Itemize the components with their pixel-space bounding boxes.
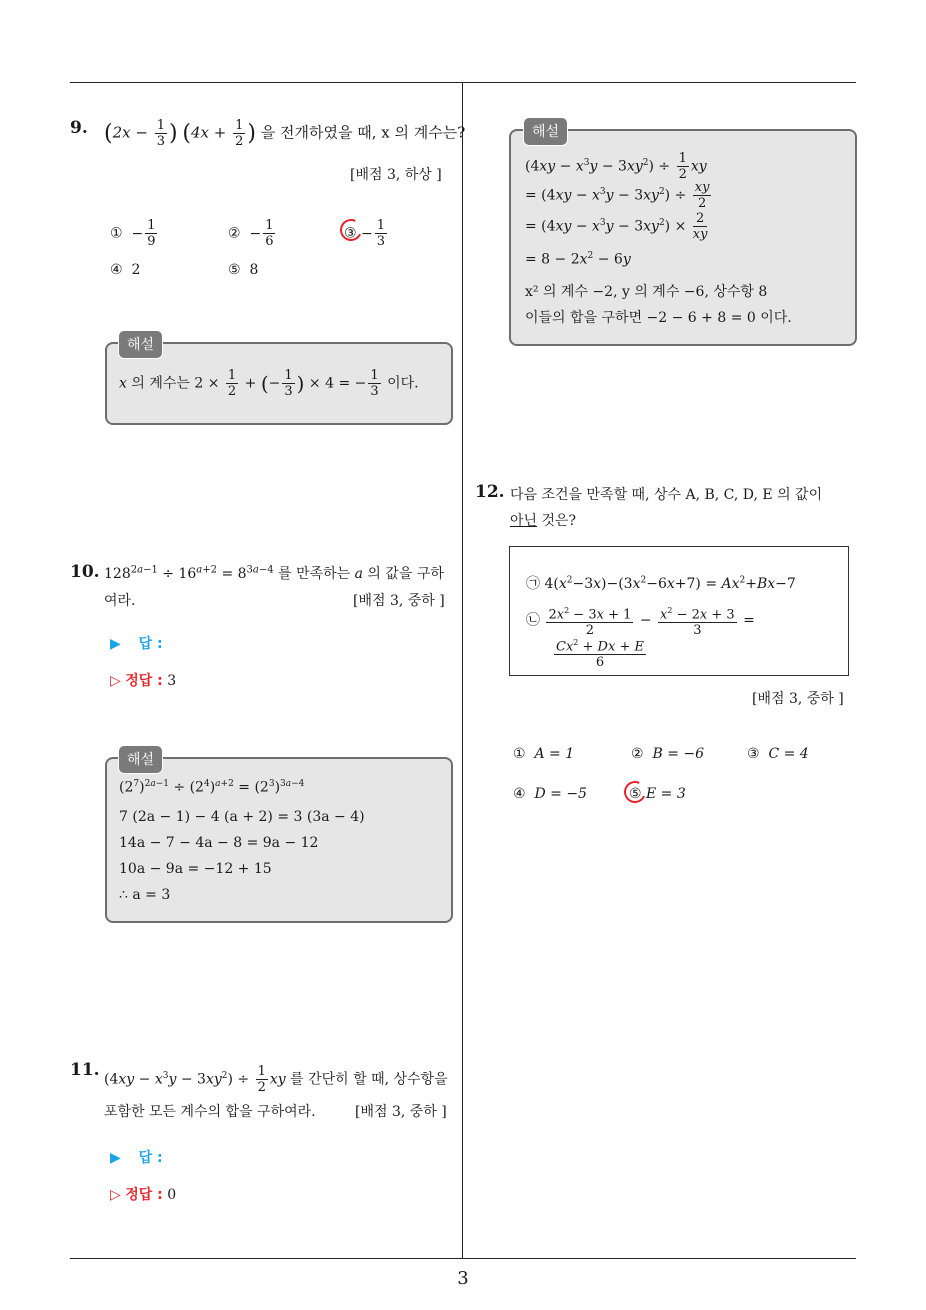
correct-arrow-icon: ▷ bbox=[110, 673, 121, 689]
q11-solution-line-4: = $8 - 2x^2 - 6y$ bbox=[525, 251, 631, 268]
q11-solution-line-1: $(4xy - x^3y - 3xy^2)$ ÷ $\frac{1}{2}$ xy bbox=[525, 151, 707, 182]
q12-question-rest: 것은? bbox=[537, 513, 577, 529]
q12-condition-box bbox=[509, 546, 849, 676]
q9-choice-3[interactable] bbox=[344, 218, 389, 249]
q12-choice-4[interactable] bbox=[513, 786, 587, 802]
q10-solution-box bbox=[105, 757, 453, 923]
q11-correct-row bbox=[110, 1184, 176, 1204]
choice-value: C = 4 bbox=[768, 746, 809, 762]
q9-question-text: 을 전개하였을 때, x 의 계수는? bbox=[260, 123, 466, 142]
q10-solution-line-5: ∴ a = 3 bbox=[119, 887, 171, 903]
choice-mark: ② bbox=[228, 225, 241, 242]
q11-solution-box bbox=[509, 129, 857, 346]
q12-condition-2-rhs: $\frac{Cx^2 + Dx + E}{6}$ bbox=[552, 635, 648, 670]
q11-question-line1: $(4xy - x^3y - 3xy^2)$ ÷ $\frac{1}{2}$ xy 를 간단히 할 때, 상수항을 bbox=[104, 1064, 448, 1095]
choice-value: 8 bbox=[249, 262, 259, 278]
q10-solution-line-3: 14a − 7 − 4a − 8 = 9a − 12 bbox=[119, 835, 319, 851]
q11-solution-tab: 해설 bbox=[523, 117, 568, 146]
q12-condition-2: ㉡ $\frac{2x^2 - 3x + 1}{2}$ − $\frac{x^2 - 2x + 3}{3}$ = bbox=[526, 603, 755, 638]
choice-mark: ⑤ bbox=[629, 786, 642, 802]
correct-label: 정답 : bbox=[125, 673, 163, 689]
q9-number: 9. bbox=[70, 118, 88, 138]
choice-mark: ③ bbox=[747, 746, 760, 762]
q9-choice-4[interactable] bbox=[110, 262, 140, 278]
bottom-rule bbox=[70, 1258, 856, 1259]
choice-mark: ④ bbox=[110, 262, 123, 278]
q10-solution-line-2: 7 (2a − 1) − 4 (a + 2) = 3 (3a − 4) bbox=[119, 809, 365, 825]
q9-solution-tab: 해설 bbox=[118, 330, 163, 359]
q9-choice-5[interactable] bbox=[228, 262, 258, 278]
q11-solution-line-6: 이들의 합을 구하면 −2 − 6 + 8 = 0 이다. bbox=[525, 310, 792, 326]
q10-solution-line-1: $(2^7)^{2a-1} \div (2^4)^{a+2} = (2^3)^{3a-4}$ bbox=[119, 779, 305, 796]
correct-label: 정답 : bbox=[125, 1187, 163, 1203]
q10-question-line2: 여라. bbox=[104, 593, 136, 609]
q9-solution-line: x 의 계수는 2 × $\frac{1}{2}$ + (− $\frac{1}{3}$ ) × 4 = − $\frac{1}{3}$ 이다. bbox=[119, 368, 419, 399]
page-number: 3 bbox=[457, 1268, 469, 1289]
q11-solution-line-3: = $(4xy - x^3y - 3xy^2)$ × $\frac{2}{xy}$ bbox=[525, 211, 708, 242]
condition-1-mark: ㉠ bbox=[526, 576, 540, 592]
q9-question: (2x − $\frac{1}{3}$ ) (4x + $\frac{1}{2}$ ) 을 전개하였을 때, x 의 계수는? bbox=[104, 118, 466, 149]
q12-grade: [배점 3, 중하 ] bbox=[752, 691, 844, 707]
choice-mark: ⑤ bbox=[228, 262, 241, 278]
q10-number: 10. bbox=[70, 562, 100, 582]
condition-2-mark: ㉡ bbox=[526, 612, 540, 629]
choice-mark: ① bbox=[110, 225, 123, 242]
choice-value: − $\frac{1}{9}$ bbox=[131, 218, 156, 249]
q12-number: 12. bbox=[475, 482, 505, 502]
answer-label: 답 : bbox=[138, 636, 163, 652]
q11-solution-line-5: x² 의 계수 −2, y 의 계수 −6, 상수항 8 bbox=[525, 284, 768, 300]
answer-arrow-icon: ▶ bbox=[110, 636, 121, 652]
choice-mark: ③ bbox=[344, 225, 357, 242]
q11-solution-line-2: = $(4xy - x^3y - 3xy^2)$ ÷ $\frac{xy}{2}$ bbox=[525, 180, 710, 211]
choice-value: − $\frac{1}{6}$ bbox=[249, 218, 274, 249]
q9-grade: [배점 3, 하상 ] bbox=[350, 167, 442, 183]
answer-arrow-icon: ▶ bbox=[110, 1150, 121, 1166]
q10-question-line1: $128^{2a-1} \div 16^{a+2} = 8^{3a-4}$ 를 만족하는 a 의 값을 구하 bbox=[104, 564, 444, 582]
choice-value: E = 3 bbox=[646, 786, 686, 802]
q9-choice-2[interactable] bbox=[228, 218, 277, 249]
q9-choice-1[interactable] bbox=[110, 218, 159, 249]
correct-arrow-icon: ▷ bbox=[110, 1187, 121, 1203]
choice-value: D = −5 bbox=[534, 786, 587, 802]
q11-question-line2: 포함한 모든 계수의 합을 구하여라. bbox=[104, 1104, 316, 1120]
q10-solution-line-4: 10a − 9a = −12 + 15 bbox=[119, 861, 272, 877]
q12-choice-2[interactable] bbox=[631, 746, 704, 762]
top-rule bbox=[70, 82, 856, 83]
q12-choice-3[interactable] bbox=[747, 746, 809, 762]
choice-mark: ① bbox=[513, 746, 526, 762]
choice-mark: ④ bbox=[513, 786, 526, 802]
correct-value: 0 bbox=[167, 1187, 177, 1203]
q10-grade: [배점 3, 중하 ] bbox=[353, 593, 445, 609]
q12-question-line2 bbox=[510, 510, 576, 530]
q12-condition-1: ㉠ $4(x^2-3x)-(3x^2-6x+7) = Ax^2+Bx-7$ bbox=[526, 575, 796, 592]
q11-number: 11. bbox=[70, 1060, 100, 1080]
q10-answer-row bbox=[110, 633, 163, 653]
q12-choice-1[interactable] bbox=[513, 746, 574, 762]
correct-value: 3 bbox=[167, 673, 177, 689]
choice-mark: ② bbox=[631, 746, 644, 762]
q10-solution-tab: 해설 bbox=[118, 745, 163, 774]
q12-choice-5[interactable] bbox=[629, 786, 686, 802]
column-divider bbox=[462, 82, 463, 1258]
q11-grade: [배점 3, 중하 ] bbox=[355, 1104, 447, 1120]
answer-label: 답 : bbox=[138, 1150, 163, 1166]
q12-question-line1: 다음 조건을 만족할 때, 상수 A, B, C, D, E 의 값이 bbox=[510, 487, 823, 503]
choice-value: 2 bbox=[131, 262, 141, 278]
q10-correct-row bbox=[110, 670, 176, 690]
choice-value: A = 1 bbox=[534, 746, 575, 762]
choice-value: − $\frac{1}{3}$ bbox=[361, 218, 386, 249]
q11-answer-row bbox=[110, 1147, 163, 1167]
q12-underlined-word: 아닌 bbox=[510, 513, 538, 529]
choice-value: B = −6 bbox=[652, 746, 705, 762]
